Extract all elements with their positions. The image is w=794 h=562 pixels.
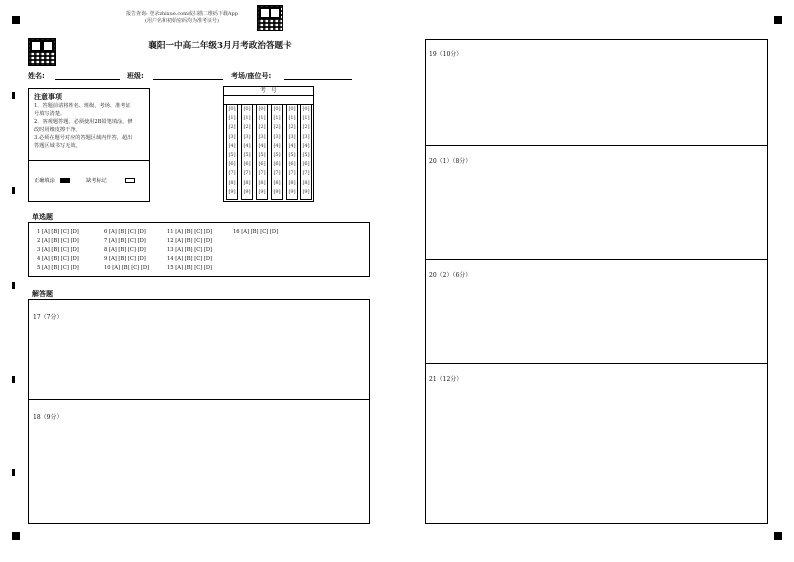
mc-question-item[interactable]: 13 [A] [B] [C] [D] (167, 247, 213, 253)
exam-id-digit-bubble[interactable]: [7] (302, 170, 310, 177)
report-query-notice (112, 11, 252, 25)
exam-id-digit-bubble[interactable]: [3] (258, 133, 266, 140)
exam-id-digit-bubble[interactable]: [6] (273, 161, 281, 168)
exam-id-digit-bubble[interactable]: [7] (288, 170, 296, 177)
name-label: 姓名: (28, 72, 45, 80)
exam-id-digit-bubble[interactable]: [6] (302, 161, 310, 168)
mc-question-item[interactable]: 11 [A] [B] [C] [D] (167, 229, 213, 235)
exam-id-digit-bubble[interactable]: [9] (302, 188, 310, 195)
exam-id-digit-bubble[interactable]: [8] (243, 179, 251, 186)
exam-id-digit-bubble[interactable]: [4] (302, 142, 310, 149)
notice-divider (29, 160, 149, 161)
exam-id-digit-bubble[interactable]: [4] (228, 142, 236, 149)
q21-answer-area[interactable] (426, 364, 767, 523)
exam-id-digit-bubble[interactable]: [0] (273, 106, 281, 112)
class-label: 班级: (127, 72, 144, 80)
exam-id-digit-bubble[interactable]: [6] (228, 161, 236, 168)
timing-marker (12, 92, 15, 99)
timing-marker (12, 187, 15, 194)
exam-id-digit-bubble[interactable]: [4] (258, 142, 266, 149)
exam-id-digit-bubble[interactable]: [4] (243, 142, 251, 149)
exam-id-digit-bubble[interactable]: [9] (258, 188, 266, 195)
notice-item: 2．客观题答题，必须使用2B铅笔填涂，修 (34, 119, 133, 125)
report-query-line1: 报告查询: 登录zhixue.com或扫描二维码下载App (126, 11, 238, 17)
fill-example-row (34, 177, 135, 184)
q20-2-label: 20（2）（6分） (429, 272, 472, 279)
corner-marker-bottom-left (12, 532, 20, 540)
mc-question-item[interactable]: 3 [A] [B] [C] [D] (37, 247, 79, 253)
exam-id-title: 考 号 (224, 87, 313, 96)
exam-id-digit-bubble[interactable]: [3] (228, 133, 236, 140)
exam-id-digit-bubble[interactable]: [9] (288, 188, 296, 195)
notice-item: 改时用橡皮擦干净。 (34, 127, 81, 133)
room-seat-field[interactable] (284, 79, 352, 80)
mc-question-item[interactable]: 16 [A] [B] [C] [D] (233, 229, 279, 235)
exam-id-digit-bubble[interactable]: [5] (243, 152, 251, 159)
exam-id-digit-column[interactable] (256, 104, 268, 200)
exam-id-digit-bubble[interactable]: [3] (273, 133, 281, 140)
exam-id-digit-bubble[interactable]: [1] (258, 115, 266, 122)
correct-fill-example (60, 178, 70, 183)
q20-1-label: 20（1）（8分） (429, 158, 472, 165)
exam-id-digit-bubble[interactable]: [5] (273, 152, 281, 159)
q17-label: 17（7分） (33, 314, 63, 321)
exam-id-digit-bubble[interactable]: [4] (288, 142, 296, 149)
mc-question-item[interactable]: 9 [A] [B] [C] [D] (104, 256, 146, 262)
exam-id-digit-bubble[interactable]: [1] (302, 115, 310, 122)
notice-item: 3.必须在题号对应的答题区域内作答，超出 (34, 135, 133, 141)
exam-id-digit-bubble[interactable]: [1] (288, 115, 296, 122)
exam-id-digit-bubble[interactable]: [7] (273, 170, 281, 177)
corner-marker-top-left (12, 16, 20, 24)
exam-id-digit-column[interactable] (286, 104, 298, 200)
mc-question-item[interactable]: 1 [A] [B] [C] [D] (37, 229, 79, 235)
exam-id-digit-bubble[interactable]: [2] (228, 124, 236, 131)
exam-id-digit-bubble[interactable]: [5] (288, 152, 296, 159)
exam-id-digit-bubble[interactable]: [7] (258, 170, 266, 177)
exam-id-digit-bubble[interactable]: [1] (228, 115, 236, 122)
exam-id-digit-column[interactable] (300, 104, 312, 200)
exam-id-digit-bubble[interactable]: [2] (288, 124, 296, 131)
exam-id-digit-bubble[interactable]: [9] (273, 188, 281, 195)
corner-marker-bottom-right (774, 532, 782, 540)
exam-id-digit-bubble[interactable]: [8] (228, 179, 236, 186)
report-qr-code (257, 5, 283, 31)
exam-id-digit-bubble[interactable]: [0] (302, 106, 310, 112)
room-seat-label: 考场/座位号: (231, 72, 272, 80)
exam-id-digit-bubble[interactable]: [7] (228, 170, 236, 177)
exam-id-digit-bubble[interactable]: [6] (288, 161, 296, 168)
exam-id-digit-bubble[interactable]: [2] (302, 124, 310, 131)
exam-id-digit-bubble[interactable]: [8] (288, 179, 296, 186)
class-field[interactable] (153, 79, 223, 80)
mc-question-item[interactable]: 10 [A] [B] [C] [D] (104, 265, 150, 271)
timing-marker (12, 469, 15, 476)
notice-box (28, 88, 150, 202)
notice-list (34, 102, 146, 150)
q19-label: 19（10分） (429, 51, 463, 58)
timing-marker (12, 282, 15, 289)
exam-id-digit-bubble[interactable]: [8] (302, 179, 310, 186)
exam-id-digit-bubble[interactable]: [6] (243, 161, 251, 168)
mc-question-item[interactable]: 14 [A] [B] [C] [D] (167, 256, 213, 262)
mc-question-item[interactable]: 4 [A] [B] [C] [D] (37, 256, 79, 262)
exam-id-digit-bubble[interactable]: [9] (228, 188, 236, 195)
exam-id-digit-bubble[interactable]: [5] (228, 152, 236, 159)
notice-item: 1．答题前请将姓名、班级、考场、准考证 (34, 103, 131, 109)
q19-answer-area[interactable] (426, 40, 767, 145)
exam-id-digit-bubble[interactable]: [8] (258, 179, 266, 186)
mc-question-item[interactable]: 7 [A] [B] [C] [D] (104, 238, 146, 244)
q20-1-answer-area[interactable] (426, 146, 767, 259)
timing-marker (12, 376, 15, 383)
absent-mark-checkbox[interactable] (125, 178, 135, 183)
exam-id-digit-bubble[interactable]: [6] (258, 161, 266, 168)
page-title: 襄阳一中高二年级3月月考政治答题卡 (148, 41, 292, 51)
mc-question-item[interactable]: 2 [A] [B] [C] [D] (37, 238, 79, 244)
exam-id-digit-bubble[interactable]: [0] (228, 106, 236, 112)
exam-id-digit-bubble[interactable]: [7] (243, 170, 251, 177)
notice-item: 答题区域书写无效。 (34, 143, 81, 149)
exam-id-digit-bubble[interactable]: [3] (302, 133, 310, 140)
exam-id-digit-bubble[interactable]: [2] (258, 124, 266, 131)
exam-id-digit-bubble[interactable]: [3] (288, 133, 296, 140)
exam-id-digit-bubble[interactable]: [0] (258, 106, 266, 112)
corner-marker-top-right (774, 16, 782, 24)
mc-section-title: 单选题 (32, 213, 53, 221)
exam-id-digit-bubble[interactable]: [0] (243, 106, 251, 112)
q17-answer-box[interactable] (28, 299, 370, 400)
q20-2-answer-area[interactable] (426, 260, 767, 363)
exam-id-digit-bubble[interactable]: [5] (302, 152, 310, 159)
mc-question-item[interactable]: 15 [A] [B] [C] [D] (167, 265, 213, 271)
exam-id-digit-column[interactable] (271, 104, 283, 200)
exam-id-digit-bubble[interactable]: [5] (258, 152, 266, 159)
exam-id-digit-bubble[interactable]: [2] (243, 124, 251, 131)
exam-id-digit-bubble[interactable]: [3] (243, 133, 251, 140)
exam-id-digit-bubble[interactable]: [0] (288, 106, 296, 112)
q18-label: 18（9分） (33, 414, 63, 421)
report-query-line2: (用户名和初始密码均为准考证号) (145, 18, 219, 24)
correct-fill-label: 正确填涂 (34, 178, 55, 184)
mc-question-item[interactable]: 12 [A] [B] [C] [D] (167, 238, 213, 244)
q18-answer-box[interactable] (28, 399, 370, 524)
exam-id-digit-bubble[interactable]: [2] (273, 124, 281, 131)
name-field[interactable] (55, 79, 120, 80)
notice-item: 号填写清楚。 (34, 111, 66, 117)
answer-section-title: 解答题 (32, 290, 53, 298)
absent-mark-label: 缺考标记 (86, 178, 107, 184)
notice-title: 注意事项 (34, 93, 62, 101)
exam-id-digit-bubble[interactable]: [8] (273, 179, 281, 186)
exam-id-digit-column[interactable] (241, 104, 253, 200)
mc-question-item[interactable]: 8 [A] [B] [C] [D] (104, 247, 146, 253)
mc-question-item[interactable]: 6 [A] [B] [C] [D] (104, 229, 146, 235)
sheet-qr-code (28, 38, 56, 66)
exam-id-digit-bubble[interactable]: [4] (273, 142, 281, 149)
exam-id-digit-bubble[interactable]: [1] (273, 115, 281, 122)
q21-label: 21（12分） (429, 376, 463, 383)
exam-id-digit-bubble[interactable]: [9] (243, 188, 251, 195)
mc-question-item[interactable]: 5 [A] [B] [C] [D] (37, 265, 79, 271)
exam-id-digit-bubble[interactable]: [1] (243, 115, 251, 122)
exam-id-digit-column[interactable] (226, 104, 238, 200)
